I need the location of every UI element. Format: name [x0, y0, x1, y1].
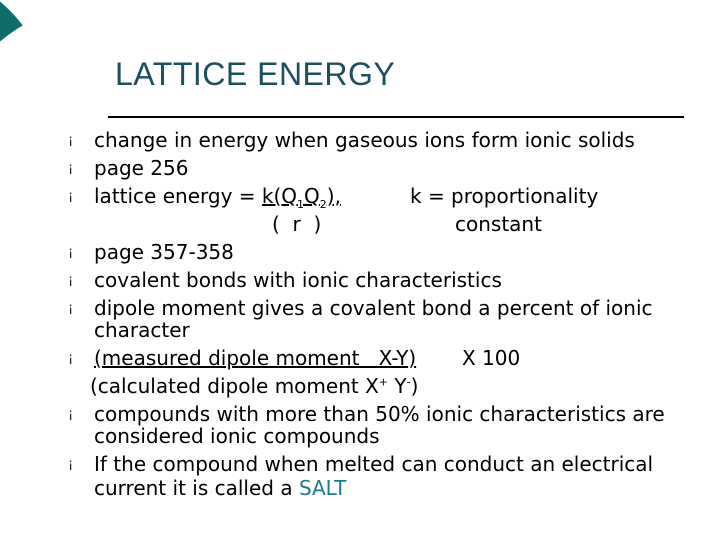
bullet-text-definition: change in energy when gaseous ions form ionic solids — [94, 128, 635, 152]
bullet-text-page-ref: page 256 — [94, 156, 189, 180]
k-definition-line2: constant — [455, 212, 542, 236]
bullet-text-dipole-line1: dipole moment gives a covalent bond a percent of ionic — [94, 296, 653, 320]
bullet-icon: ¡ — [68, 189, 74, 204]
percent-ionic-multiplier: X 100 — [462, 346, 521, 370]
lattice-energy-formula — [94, 184, 341, 211]
bullet-text-dipole-line2: character — [94, 318, 190, 342]
title-underline — [108, 116, 684, 118]
bullet-text-salt-line1: If the compound when melted can conduct an electrical — [94, 452, 654, 476]
bullet-text-compounds-line1: compounds with more than 50% ionic characteristics are — [94, 402, 665, 426]
formula-denominator: ( r ) — [272, 212, 322, 236]
bullet-text-covalent: covalent bonds with ionic characteristics — [94, 268, 502, 292]
salt-highlight: SALT — [298, 476, 347, 500]
bullet-icon: ¡ — [68, 245, 74, 260]
bullet-icon: ¡ — [68, 407, 74, 422]
percent-ionic-denominator: (calculated dipole moment X+ Y-) — [90, 374, 419, 398]
bullet-icon: ¡ — [68, 273, 74, 288]
formula-numerator: $k(Q_1Q_2)$, — [261, 184, 341, 211]
k-definition-line1: k = proportionality — [410, 184, 599, 208]
bullet-icon: ¡ — [68, 133, 74, 148]
slide-title: LATTICE ENERGY — [115, 56, 396, 92]
formula-prefix: lattice energy = — [94, 184, 262, 208]
bullet-icon: ¡ — [68, 301, 74, 316]
bullet-icon: ¡ — [68, 351, 74, 366]
percent-ionic-numerator: (measured dipole moment X-Y) — [94, 346, 417, 370]
bullet-text-salt-line2: current it is called a SALT — [94, 476, 347, 500]
bullet-icon: ¡ — [68, 161, 74, 176]
bullet-text-page-range: page 357-358 — [94, 240, 234, 264]
bullet-icon: ¡ — [68, 457, 74, 472]
bullet-text-compounds-line2: considered ionic compounds — [94, 424, 380, 448]
